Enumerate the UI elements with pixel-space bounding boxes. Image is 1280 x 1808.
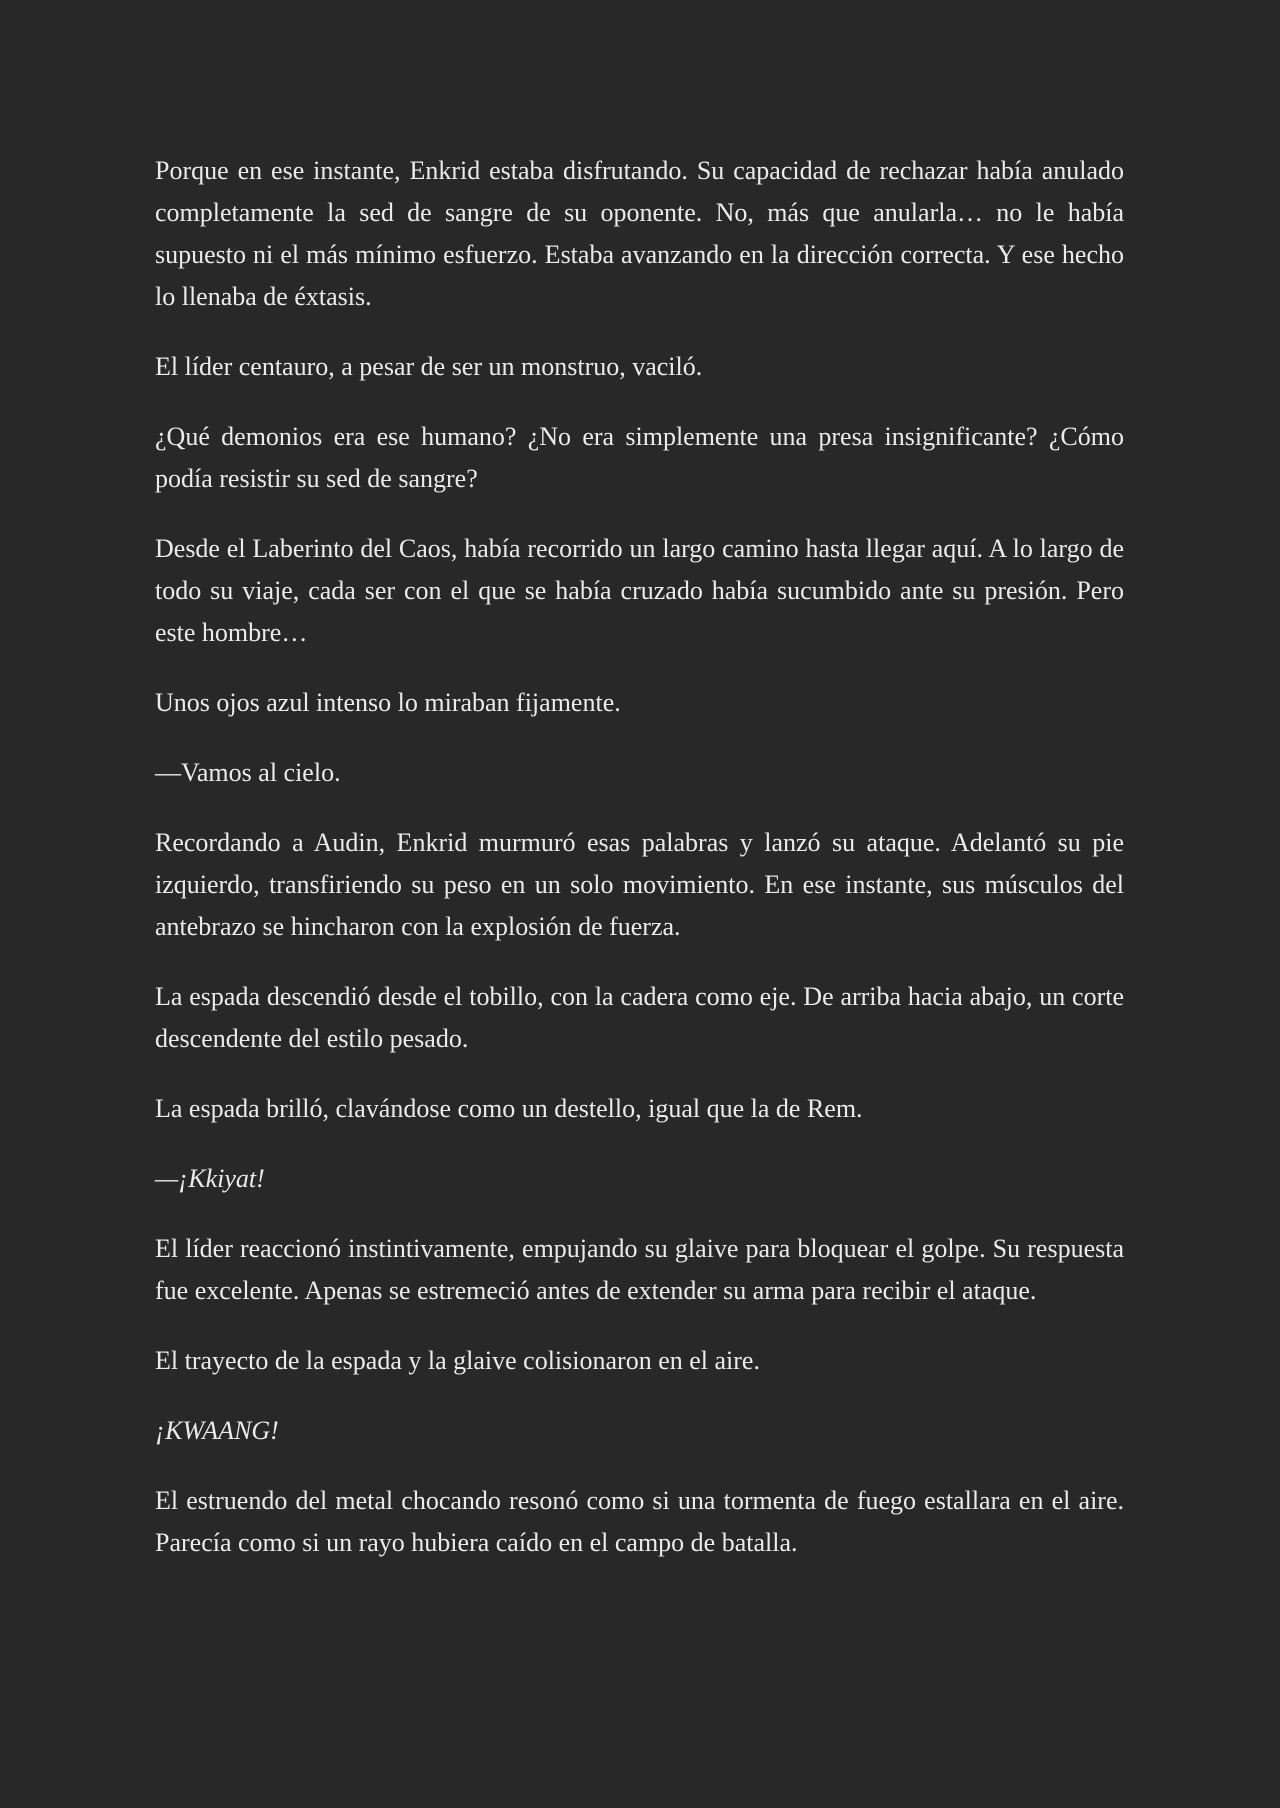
paragraph: La espada brilló, clavándose como un destello, igual que la de Rem. [155,1094,863,1123]
paragraph: Recordando a Audin, Enkrid murmuró esas palabras y lanzó su ataque. Adelantó su pie izquierdo, transfiriendo su peso en un solo movimiento. En ese instante, sus músculos del antebrazo se hincharon con la explosión de fuerza. [155,828,1124,941]
paragraph: Desde el Laberinto del Caos, había recorrido un largo camino hasta llegar aquí. A lo largo de todo su viaje, cada ser con el que se había cruzado había sucumbido ante su presión. Pero este hombre… [155,534,1124,647]
paragraph: El trayecto de la espada y la glaive colisionaron en el aire. [155,1346,760,1375]
paragraph: El estruendo del metal chocando resonó como si una tormenta de fuego estallara en el aire. Parecía como si un rayo hubiera caído en el campo de batalla. [155,1486,1124,1557]
sound-effect-line: —¡Kkiyat! [155,1164,265,1193]
dialogue-line: —Vamos al cielo. [155,758,341,787]
paragraph: ¿Qué demonios era ese humano? ¿No era simplemente una presa insignificante? ¿Cómo podía resistir su sed de sangre? [155,422,1124,493]
paragraph: Porque en ese instante, Enkrid estaba disfrutando. Su capacidad de rechazar había anulado completamente la sed de sangre de su oponente. No, más que anularla… no le había supuesto ni el más mínimo esfuerzo. Estaba avanzando en la dirección correcta. Y ese hecho lo llenaba de éxtasis. [155,156,1124,311]
paragraph: El líder centauro, a pesar de ser un monstruo, vaciló. [155,352,703,381]
paragraph: La espada descendió desde el tobillo, con la cadera como eje. De arriba hacia abajo, un corte descendente del estilo pesado. [155,982,1124,1053]
sound-effect-line: ¡KWAANG! [155,1416,279,1445]
paragraph: Unos ojos azul intenso lo miraban fijamente. [155,688,621,717]
paragraph: El líder reaccionó instintivamente, empujando su glaive para bloquear el golpe. Su respuesta fue excelente. Apenas se estremeció antes de extender su arma para recibir el ataque. [155,1234,1124,1305]
document-body [155,150,1124,1592]
